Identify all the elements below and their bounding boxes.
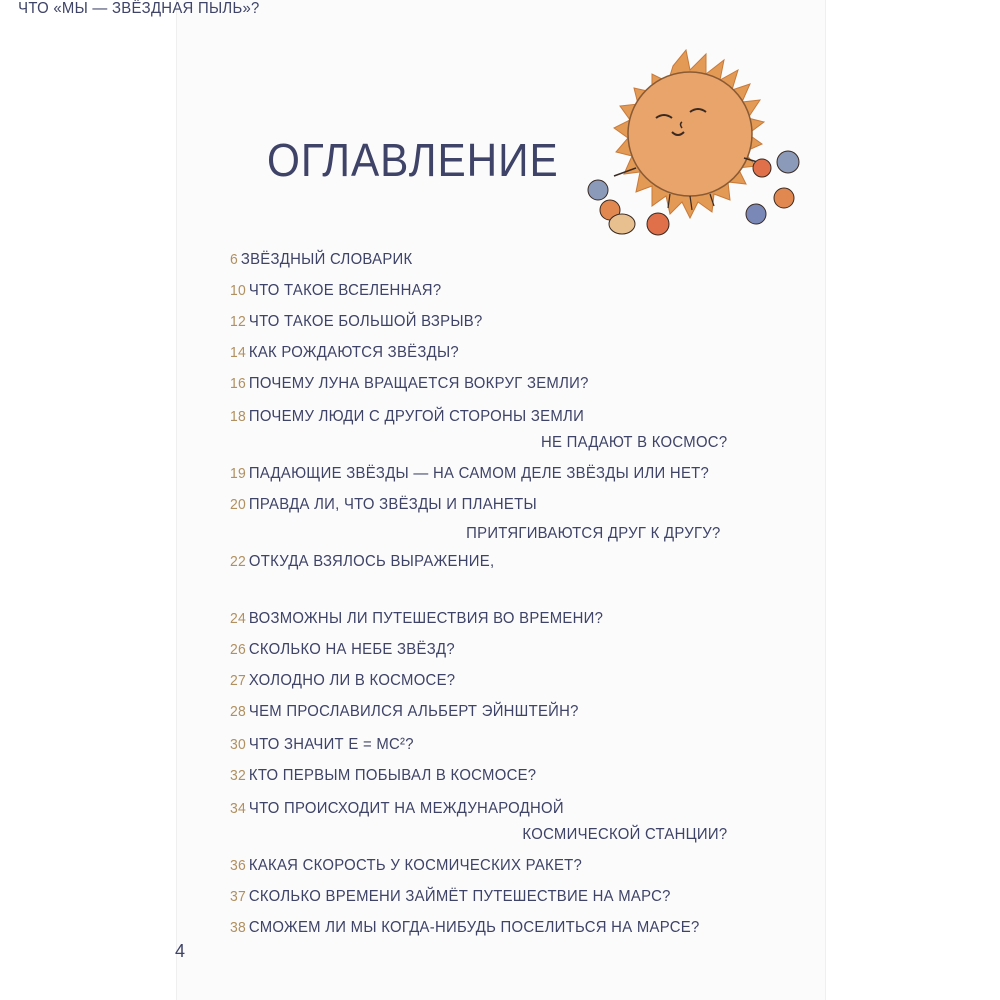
- toc-page-number: 27: [230, 672, 247, 689]
- toc-page-number: 30: [230, 736, 247, 753]
- toc-entry-text: ЧТО ПРОИСХОДИТ НА МЕЖДУНАРОДНОЙ: [248, 800, 564, 817]
- toc-entry: [230, 703, 579, 721]
- toc-page-number: 14: [230, 344, 247, 361]
- toc-entry-text: ЧТО ЗНАЧИТ E = MC²?: [248, 736, 414, 753]
- toc-entry: [230, 282, 441, 300]
- toc-page-number: 20: [230, 496, 247, 513]
- page-number: 4: [175, 941, 186, 961]
- toc-page-number: 26: [230, 641, 247, 658]
- toc-page-number: 12: [230, 313, 247, 330]
- toc-page-number: 32: [230, 767, 247, 784]
- toc-entry-continuation: ПРИТЯГИВАЮТСЯ ДРУГ К ДРУГУ?: [466, 525, 721, 542]
- toc-entry-text: ЧТО ТАКОЕ ВСЕЛЕННАЯ?: [248, 282, 442, 299]
- toc-entry: [230, 465, 709, 483]
- toc-page-number: 38: [230, 919, 247, 936]
- toc-entry-text: ПРАВДА ЛИ, ЧТО ЗВЁЗДЫ И ПЛАНЕТЫ: [248, 496, 537, 513]
- toc-entry-text: ХОЛОДНО ЛИ В КОСМОСЕ?: [248, 672, 456, 689]
- toc-page-number: 28: [230, 703, 247, 720]
- toc-entry-text: ПОЧЕМУ ЛУНА ВРАЩАЕТСЯ ВОКРУГ ЗЕМЛИ?: [248, 375, 589, 392]
- toc-entry-text: ПАДАЮЩИЕ ЗВЁЗДЫ — НА САМОМ ДЕЛЕ ЗВЁЗДЫ ИЛИ НЕТ?: [248, 465, 710, 482]
- toc-page-number: 34: [230, 800, 247, 817]
- toc-entry-continuation: ЧТО «МЫ — ЗВЁЗДНАЯ ПЫЛЬ»?: [18, 0, 260, 17]
- toc-entry: [230, 672, 455, 690]
- toc-entry: [230, 857, 582, 875]
- toc-entry: [230, 344, 459, 362]
- toc-entry: [230, 641, 455, 659]
- toc-entry-text: СКОЛЬКО НА НЕБЕ ЗВЁЗД?: [248, 641, 455, 658]
- toc-entry-continuation: НЕ ПАДАЮТ В КОСМОС?: [540, 434, 727, 451]
- toc-entry: [230, 251, 412, 269]
- toc-entry-text: ЧЕМ ПРОСЛАВИЛСЯ АЛЬБЕРТ ЭЙНШТЕЙН?: [248, 703, 579, 720]
- page-title: ОГЛАВЛЕНИЕ: [267, 134, 559, 186]
- toc-entry: [230, 553, 494, 571]
- toc-page-number: 16: [230, 375, 247, 392]
- toc-entry: [230, 736, 414, 754]
- toc-page-number: 10: [230, 282, 247, 299]
- toc-page-number: 19: [230, 465, 247, 482]
- toc-page-number: 37: [230, 888, 247, 905]
- toc-entry: [230, 408, 584, 426]
- toc-entry-continuation: КОСМИЧЕСКОЙ СТАНЦИИ?: [521, 826, 727, 843]
- toc-entry-text: ЗВЁЗДНЫЙ СЛОВАРИК: [240, 251, 413, 268]
- toc-page-number: 36: [230, 857, 247, 874]
- toc-entry-text: КАКАЯ СКОРОСТЬ У КОСМИЧЕСКИХ РАКЕТ?: [248, 857, 583, 874]
- toc-entry-text: ВОЗМОЖНЫ ЛИ ПУТЕШЕСТВИЯ ВО ВРЕМЕНИ?: [248, 610, 604, 627]
- toc-page-number: 24: [230, 610, 247, 627]
- toc-entry-text: ОТКУДА ВЗЯЛОСЬ ВЫРАЖЕНИЕ,: [248, 553, 495, 570]
- toc-entry: [230, 313, 483, 331]
- toc-entry-text: ПОЧЕМУ ЛЮДИ С ДРУГОЙ СТОРОНЫ ЗЕМЛИ: [248, 408, 585, 425]
- toc-entry: [230, 888, 671, 906]
- toc-entry-text: СКОЛЬКО ВРЕМЕНИ ЗАЙМЁТ ПУТЕШЕСТВИЕ НА МАРС?: [248, 888, 671, 905]
- toc-entry-text: СМОЖЕМ ЛИ МЫ КОГДА-НИБУДЬ ПОСЕЛИТЬСЯ НА МАРСЕ?: [248, 919, 700, 936]
- toc-entry: [230, 610, 603, 628]
- toc-page-number: 22: [230, 553, 247, 570]
- toc-entry: [230, 767, 536, 785]
- toc-entry: [230, 919, 700, 937]
- toc-entry-text: ЧТО ТАКОЕ БОЛЬШОЙ ВЗРЫВ?: [248, 313, 483, 330]
- toc-entry-text: КТО ПЕРВЫМ ПОБЫВАЛ В КОСМОСЕ?: [248, 767, 537, 784]
- toc-entry: [230, 496, 537, 514]
- toc-entry: [230, 375, 589, 393]
- toc-entry-text: КАК РОЖДАЮТСЯ ЗВЁЗДЫ?: [248, 344, 459, 361]
- toc-page-number: 18: [230, 408, 247, 425]
- toc-page-number: 6: [230, 251, 239, 268]
- toc-entry: [230, 800, 564, 818]
